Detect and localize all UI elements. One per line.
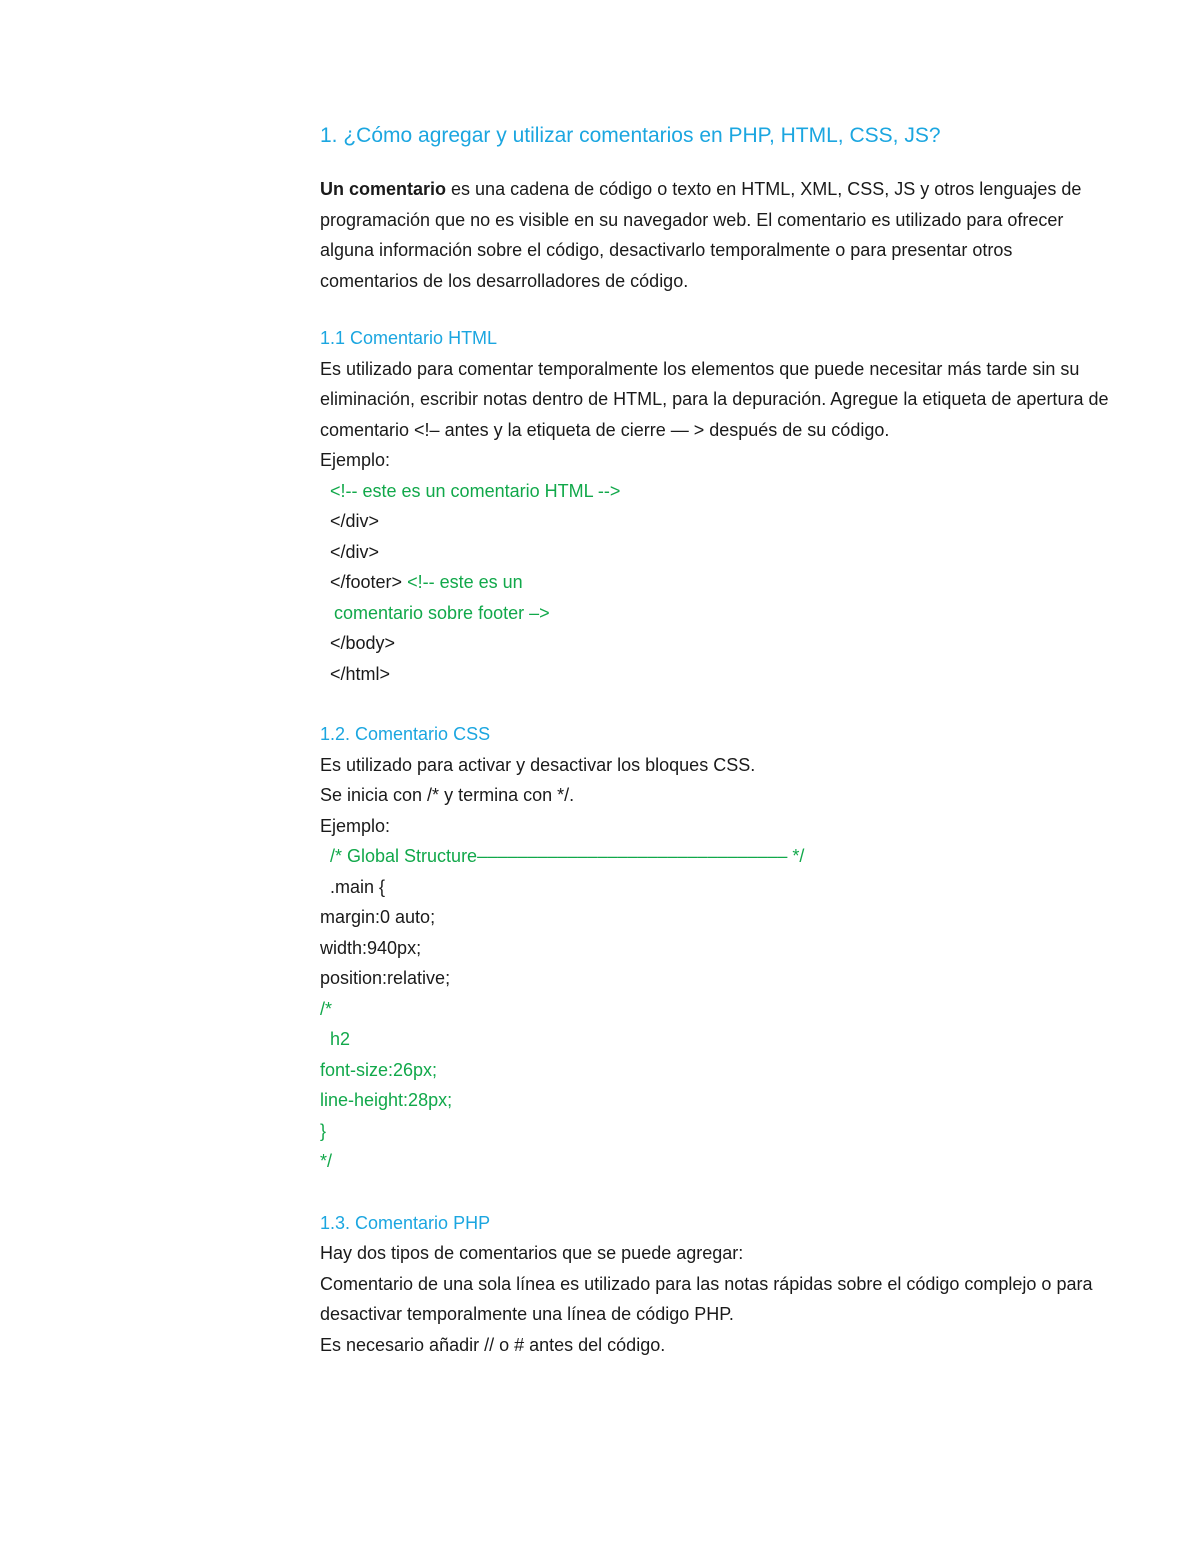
html-code-comment: <!-- este es un (402, 572, 523, 592)
html-code-tag: </footer> (330, 572, 403, 592)
section-heading-php: 1.3. Comentario PHP (320, 1212, 491, 1233)
html-code-line: </div> (330, 511, 380, 531)
html-code-line: </html> (330, 663, 391, 684)
html-code-line: </body> (330, 633, 396, 653)
section-php-comment (320, 1208, 1110, 1361)
document-content (320, 118, 1110, 1360)
css-code-line: } (320, 1120, 327, 1141)
css-code-line: width:940px; (320, 937, 422, 958)
php-section-line: Es necesario añadir // o # antes del código. (320, 1334, 666, 1355)
section-css-comment (320, 719, 1110, 1177)
intro-text: es una cadena de código o texto en HTML, XML, CSS, JS y otros lenguajes de programación que no es visible en su navegador web. El comentario es utilizado para ofrecer alguna información sobre el código, desactivarlo temporalmente o para presentar otros comentarios de los desarrolladores de código. (320, 179, 1082, 291)
css-section-line: Es utilizado para activar y desactivar los bloques CSS. (320, 754, 756, 775)
section-heading-css: 1.2. Comentario CSS (320, 724, 491, 744)
html-example-label: Ejemplo: (320, 450, 391, 470)
css-code-line: h2 (330, 1029, 351, 1049)
css-code-line: */ (320, 1151, 333, 1171)
html-code-line: </div> (330, 541, 380, 562)
intro-paragraph (320, 174, 1110, 296)
css-code-line: .main { (330, 876, 386, 897)
html-code-line (320, 567, 1110, 598)
css-code-line: margin:0 auto; (320, 907, 436, 927)
css-section-line: Se inicia con /* y termina con */. (320, 785, 575, 805)
html-code-line: comentario sobre footer –> (334, 602, 550, 623)
html-section-paragraph: Es utilizado para comentar temporalmente los elementos que puede necesitar más tarde sin su eliminación, escribir notas dentro de HTML, para la depuración. Agregue la etiqueta de apertura de comentario <!– antes y la etiqueta de cierre — > después de su código. (320, 358, 1109, 440)
section-html-comment (320, 323, 1110, 689)
section-heading-html: 1.1 Comentario HTML (320, 328, 498, 348)
css-code-line: position:relative; (320, 968, 451, 988)
php-section-paragraph: Comentario de una sola línea es utilizado para las notas rápidas sobre el código complejo o para desactivar temporalmente una línea de código PHP. (320, 1273, 1093, 1324)
html-code-line: <!-- este es un comentario HTML --> (330, 480, 621, 501)
css-code-line: /* Global Structure––––––––––––––––––––––––––––––– */ (330, 846, 805, 866)
css-example-label: Ejemplo: (320, 815, 391, 836)
php-section-line: Hay dos tipos de comentarios que se puede agregar: (320, 1243, 744, 1263)
css-code-line: font-size:26px; (320, 1059, 438, 1080)
css-code-line: line-height:28px; (320, 1090, 453, 1110)
css-code-line: /* (320, 998, 333, 1019)
intro-bold-term: Un comentario (320, 179, 447, 199)
page-title: 1. ¿Cómo agregar y utilizar comentarios en PHP, HTML, CSS, JS? (320, 124, 941, 147)
